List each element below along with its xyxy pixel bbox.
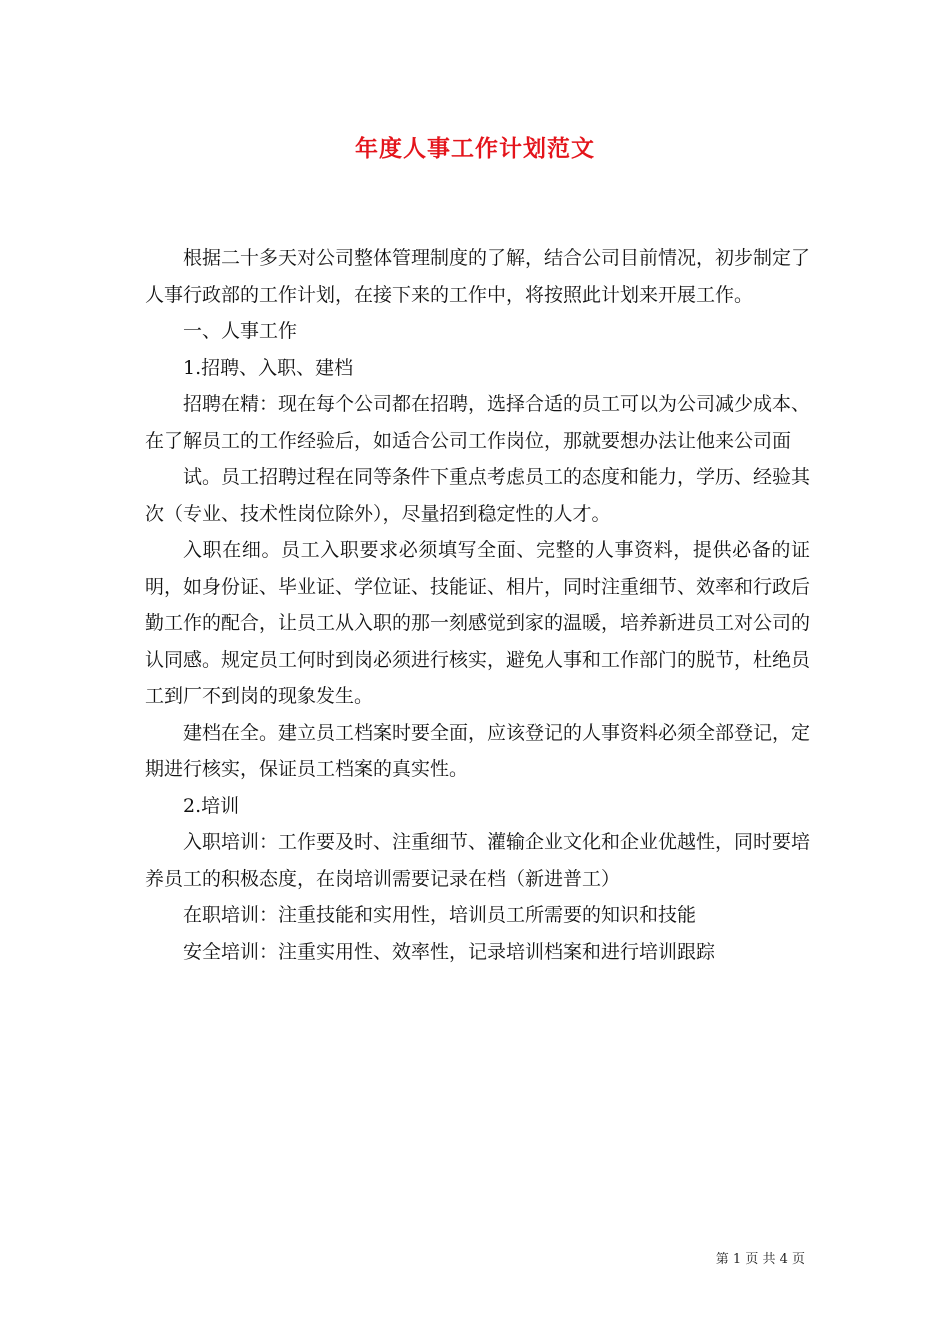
- page-number: 第 1 页 共 4 页: [715, 1252, 805, 1267]
- paragraph-onboarding: 入职在细。员工入职要求必须填写全面、完整的人事资料，提供必备的证明，如身份证、毕业证、学位证、技能证、相片，同时注重细节、效率和行政后勤工作的配合，让员工从入职的那一刻感觉到家的温暖，培养新进员工对公司的认同感。规定员工何时到岗必须进行核实，避免人事和工作部门的脱节，杜绝员工到厂不到岗的现象发生。: [145, 539, 811, 707]
- heading-hr-work: 一、人事工作: [183, 320, 298, 342]
- heading-training: 2.培训: [183, 794, 240, 817]
- paragraph-onboarding-training: 入职培训：工作要及时、注重细节、灌输企业文化和企业优越性，同时要培养员工的积极态度，在岗培训需要记录在档（新进普工）: [145, 831, 811, 890]
- paragraph-safety-training: 安全培训：注重实用性、效率性，记录培训档案和进行培训跟踪: [183, 940, 716, 963]
- paragraph-interview: 试。员工招聘过程在同等条件下重点考虑员工的态度和能力，学历、经验其次（专业、技术性岗位除外），尽量招到稳定性的人才。: [145, 466, 811, 525]
- document-title: 年度人事工作计划范文: [355, 135, 595, 162]
- heading-recruitment: 1.招聘、入职、建档: [183, 356, 354, 379]
- document-body: [145, 240, 810, 970]
- paragraph-filing: 建档在全。建立员工档案时要全面，应该登记的人事资料必须全部登记，定期进行核实，保证员工档案的真实性。: [145, 721, 811, 780]
- paragraph-on-job-training: 在职培训：注重技能和实用性，培训员工所需要的知识和技能: [183, 904, 697, 926]
- paragraph-recruitment: 招聘在精：现在每个公司都在招聘，选择合适的员工可以为公司减少成本、在了解员工的工作经验后，如适合公司工作岗位，那就要想办法让他来公司面: [145, 393, 811, 452]
- paragraph-intro: 根据二十多天对公司整体管理制度的了解，结合公司目前情况，初步制定了人事行政部的工作计划，在接下来的工作中，将按照此计划来开展工作。: [145, 247, 811, 306]
